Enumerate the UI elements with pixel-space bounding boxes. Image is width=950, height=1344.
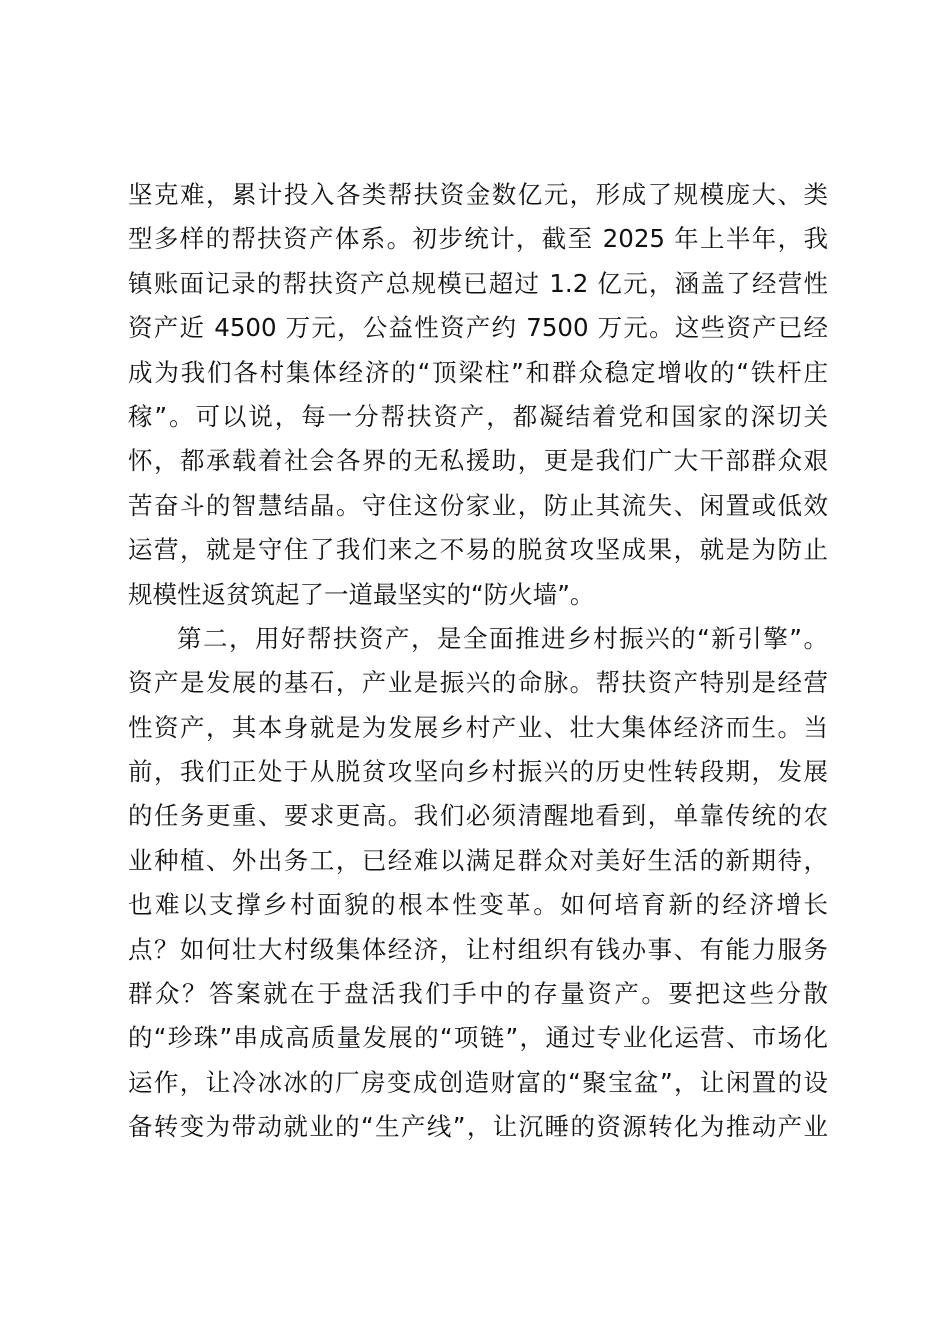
text-line: 业种植、外出务工，已经难以满足群众对美好生活的新期待， (128, 845, 828, 875)
text-line: 备转变为带动就业的“生产线”，让沉睡的资源转化为推动产业 (128, 1112, 828, 1142)
text-line: 成为我们各村集体经济的“顶梁柱”和群众稳定增收的“铁杆庄 (128, 357, 828, 387)
text-line: 苦奋斗的智慧结晶。守住这份家业，防止其流失、闲置或低效 (128, 490, 828, 520)
text-line: 点？如何壮大村级集体经济，让村组织有钱办事、有能力服务 (128, 934, 828, 964)
text-line: 性资产，其本身就是为发展乡村产业、壮大集体经济而生。当 (128, 712, 828, 742)
paragraph-1 (128, 173, 828, 617)
text-line: 第二，用好帮扶资产，是全面推进乡村振兴的“新引擎”。 (177, 623, 828, 653)
text-line: 也难以支撑乡村面貌的根本性变革。如何培育新的经济增长 (128, 890, 828, 920)
document-body (128, 173, 828, 1150)
text-line: 镇账面记录的帮扶资产总规模已超过 1.2 亿元，涵盖了经营性 (128, 268, 828, 298)
text-line: 运营，就是守住了我们来之不易的脱贫攻坚成果，就是为防止 (128, 535, 828, 565)
text-line: 的任务更重、要求更高。我们必须清醒地看到，单靠传统的农 (128, 801, 828, 831)
text-line: 资产是发展的基石，产业是振兴的命脉。帮扶资产特别是经营 (128, 668, 828, 698)
text-line: 型多样的帮扶资产体系。初步统计，截至 2025 年上半年，我 (128, 224, 828, 254)
text-line: 的“珍珠”串成高质量发展的“项链”，通过专业化运营、市场化 (128, 1023, 828, 1053)
text-line: 坚克难，累计投入各类帮扶资金数亿元，形成了规模庞大、类 (128, 180, 828, 209)
text-line: 前，我们正处于从脱贫攻坚向乡村振兴的历史性转段期，发展 (128, 757, 828, 787)
text-line: 运作，让冷冰冰的厂房变成创造财富的“聚宝盆”，让闲置的设 (128, 1067, 828, 1097)
text-line: 资产近 4500 万元，公益性资产约 7500 万元。这些资产已经 (128, 313, 828, 343)
paragraph-2 (128, 617, 828, 1150)
text-line: 群众？答案就在于盘活我们手中的存量资产。要把这些分散 (128, 979, 828, 1009)
text-line: 怀，都承载着社会各界的无私援助，更是我们广大干部群众艰 (128, 446, 828, 476)
text-line: 规模性返贫筑起了一道最坚实的“防火墙”。 (128, 579, 595, 609)
text-line: 稼”。可以说，每一分帮扶资产，都凝结着党和国家的深切关 (128, 401, 828, 431)
